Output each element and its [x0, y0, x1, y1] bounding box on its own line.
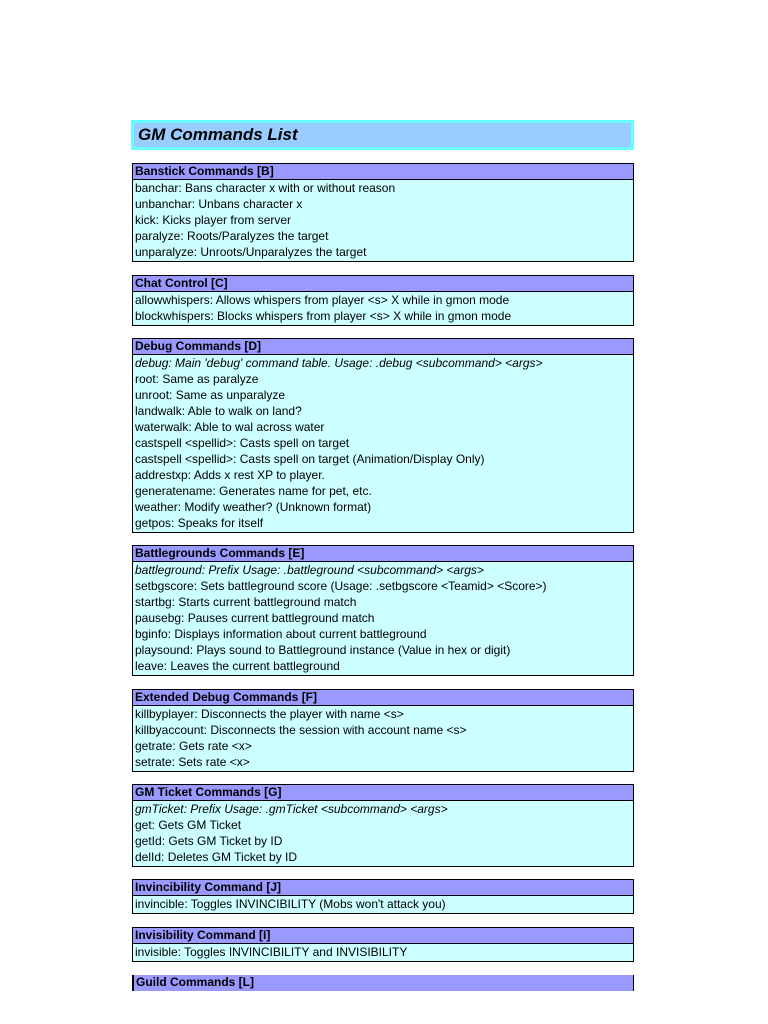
command-row: landwalk: Able to walk on land? — [135, 404, 302, 418]
section-header: Extended Debug Commands [F] — [132, 689, 634, 706]
section-debug — [132, 338, 634, 533]
section-header: Chat Control [C] — [132, 275, 634, 292]
command-row: paralyze: Roots/Paralyzes the target — [135, 229, 329, 243]
command-row: banchar: Bans character x with or without reason — [135, 181, 396, 195]
section-body — [132, 355, 634, 533]
command-row: setbgscore: Sets battleground score (Usage: .setbgscore <Teamid> <Score>) — [135, 579, 547, 593]
command-row: castspell <spellid>: Casts spell on target (Animation/Display Only) — [135, 452, 485, 466]
command-row: generatename: Generates name for pet, etc. — [135, 484, 372, 498]
section-invisibility — [132, 927, 634, 962]
command-row: unbanchar: Unbans character x — [135, 197, 303, 211]
command-row: debug: Main 'debug' command table. Usage: .debug <subcommand> <args> — [135, 356, 543, 370]
section-chat-control — [132, 275, 634, 326]
command-row: invisible: Toggles INVINCIBILITY and INVISIBILITY — [135, 945, 408, 959]
command-row: unroot: Same as unparalyze — [135, 388, 286, 402]
section-header: Debug Commands [D] — [132, 338, 634, 355]
section-header: Invincibility Command [J] — [132, 879, 634, 896]
command-row: castspell <spellid>: Casts spell on target — [135, 436, 350, 450]
command-row: leave: Leaves the current battleground — [135, 659, 340, 673]
command-row: getrate: Gets rate <x> — [135, 739, 252, 753]
command-row: getpos: Speaks for itself — [135, 516, 264, 530]
command-row: startbg: Starts current battleground match — [135, 595, 357, 609]
section-extended-debug — [132, 689, 634, 772]
command-row: blockwhispers: Blocks whispers from player <s> X while in gmon mode — [135, 309, 512, 323]
command-row: addrestxp: Adds x rest XP to player. — [135, 468, 325, 482]
command-row: root: Same as paralyze — [135, 372, 259, 386]
section-header: Banstick Commands [B] — [132, 163, 634, 180]
section-battlegrounds — [132, 545, 634, 676]
section-header-guild: Guild Commands [L] — [132, 975, 634, 991]
command-row: gmTicket: Prefix Usage: .gmTicket <subcommand> <args> — [135, 802, 448, 816]
command-row: setrate: Sets rate <x> — [135, 755, 250, 769]
section-body — [132, 706, 634, 772]
command-row: allowwhispers: Allows whispers from player <s> X while in gmon mode — [135, 293, 510, 307]
section-invincibility — [132, 879, 634, 914]
command-row: pausebg: Pauses current battleground match — [135, 611, 375, 625]
section-banstick — [132, 163, 634, 262]
page-title: GM Commands List — [131, 120, 634, 150]
command-row: delId: Deletes GM Ticket by ID — [135, 850, 298, 864]
command-row: killbyplayer: Disconnects the player with name <s> — [135, 707, 404, 721]
command-row: get: Gets GM Ticket — [135, 818, 242, 832]
command-row: weather: Modify weather? (Unknown format) — [135, 500, 372, 514]
command-row: waterwalk: Able to wal across water — [135, 420, 325, 434]
section-header: GM Ticket Commands [G] — [132, 784, 634, 801]
section-gm-ticket — [132, 784, 634, 867]
section-body — [132, 944, 634, 962]
command-row: kick: Kicks player from server — [135, 213, 292, 227]
section-body — [132, 292, 634, 326]
command-row: battleground: Prefix Usage: .battleground <subcommand> <args> — [135, 563, 484, 577]
section-body — [132, 562, 634, 676]
command-row: invincible: Toggles INVINCIBILITY (Mobs won't attack you) — [135, 897, 446, 911]
command-row: killbyaccount: Disconnects the session with account name <s> — [135, 723, 467, 737]
section-header: Invisibility Command [I] — [132, 927, 634, 944]
section-body — [132, 180, 634, 262]
section-body — [132, 896, 634, 914]
command-row: unparalyze: Unroots/Unparalyzes the target — [135, 245, 367, 259]
command-row: bginfo: Displays information about current battleground — [135, 627, 427, 641]
command-row: getId: Gets GM Ticket by ID — [135, 834, 283, 848]
section-body — [132, 801, 634, 867]
section-header: Battlegrounds Commands [E] — [132, 545, 634, 562]
command-row: playsound: Plays sound to Battleground instance (Value in hex or digit) — [135, 643, 511, 657]
